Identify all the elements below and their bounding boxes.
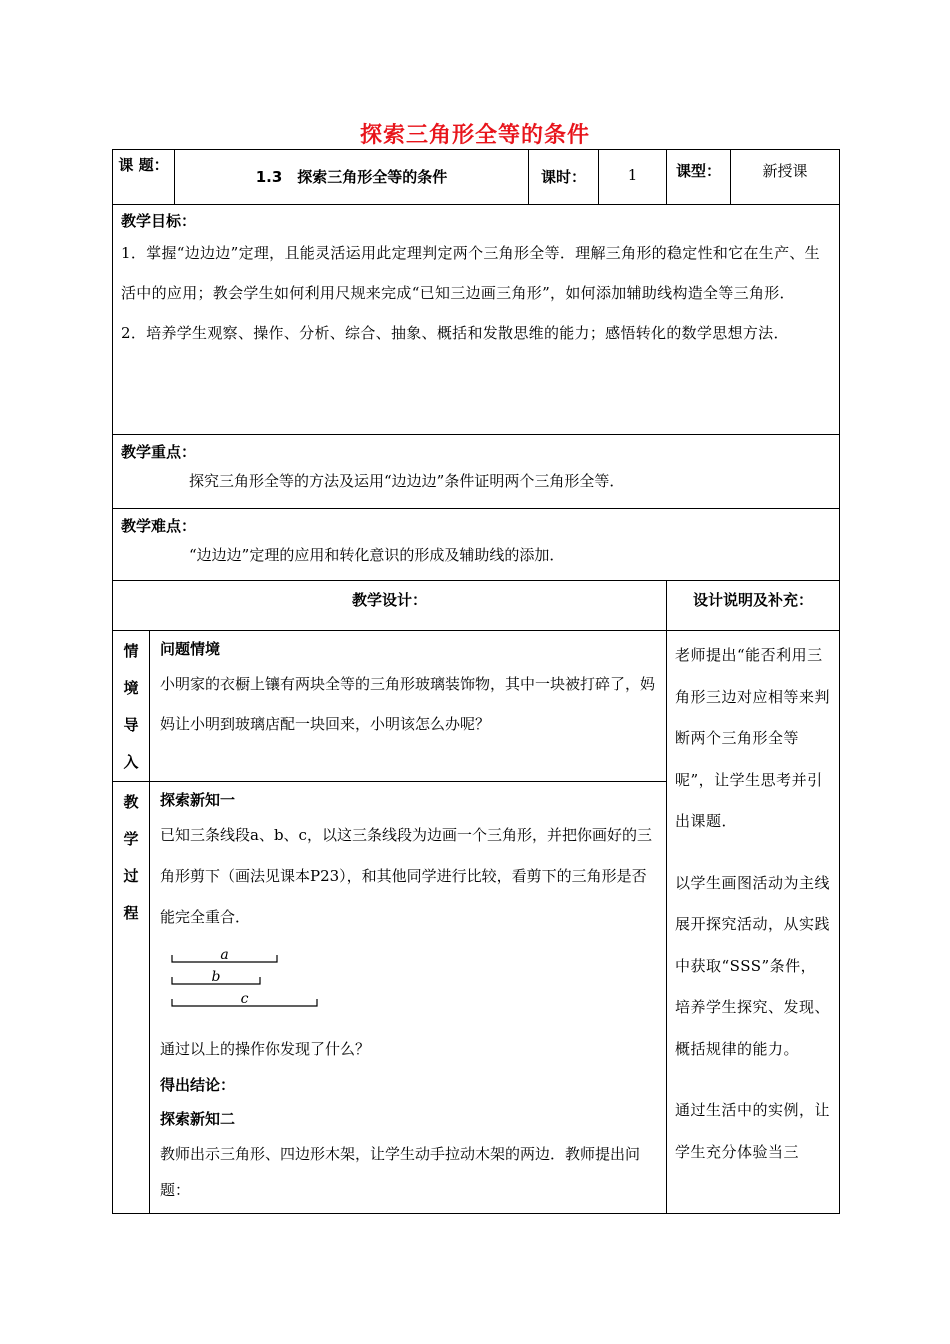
segment-label-c: c bbox=[240, 991, 249, 1007]
notes-cell bbox=[667, 631, 840, 1214]
topic-value: 1.3 探索三角形全等的条件 bbox=[175, 150, 529, 205]
conclusion-label: 得出结论： bbox=[160, 1076, 236, 1094]
header-row bbox=[113, 150, 840, 205]
difficulties-row bbox=[113, 509, 840, 581]
intro-side-label bbox=[113, 631, 150, 782]
type-label: 课型： bbox=[667, 150, 731, 205]
objective-item-2: 2．培养学生观察、操作、分析、综合、抽象、概括和发散思维的能力；感悟转化的数学思想方法． bbox=[121, 324, 789, 342]
design-header-left: 教学设计： bbox=[113, 581, 667, 631]
segment-label-a: a bbox=[220, 947, 229, 963]
objective-item-1: 1．掌握“边边边”定理，且能灵活运用此定理判定两个三角形全等．理解三角形的稳定性和它在生产、生活中的应用；教会学生如何利用尺规来完成“已知三边画三角形”，如何添加辅助线构造全等三角形． bbox=[121, 244, 820, 302]
hours-label: 课时： bbox=[529, 150, 599, 205]
key-points-label: 教学重点： bbox=[121, 443, 197, 461]
key-points-row bbox=[113, 435, 840, 509]
intro-side-char: 情 bbox=[123, 642, 139, 660]
objectives-label: 教学目标： bbox=[121, 212, 197, 230]
lesson-plan-table bbox=[112, 149, 840, 1214]
intro-side-char: 境 bbox=[123, 679, 139, 697]
process-heading-2: 探索新知二 bbox=[160, 1110, 236, 1128]
note-1: 老师提出“能否利用三角形三边对应相等来判断两个三角形全等呢”，让学生思考并引出课题． bbox=[675, 646, 831, 830]
difficulties-label: 教学难点： bbox=[121, 517, 197, 535]
intro-side-char: 入 bbox=[123, 753, 139, 771]
process-side-char: 学 bbox=[123, 830, 139, 848]
note-3: 通过生活中的实例，让学生充分体验当三 bbox=[675, 1101, 831, 1161]
process-side-char: 过 bbox=[123, 867, 139, 885]
process-side-char: 教 bbox=[123, 793, 139, 811]
document-title: 探索三角形全等的条件 bbox=[359, 123, 590, 148]
type-value: 新授课 bbox=[731, 150, 840, 205]
design-header-row bbox=[113, 581, 840, 631]
process-heading-1: 探索新知一 bbox=[160, 791, 236, 809]
intro-side-char: 导 bbox=[123, 716, 139, 734]
intro-row bbox=[113, 631, 840, 782]
process-side-label bbox=[113, 782, 150, 1214]
note-2: 以学生画图活动为主线展开探究活动，从实践中获取“SSS”条件，培养学生探究、发现、概括规律的能力。 bbox=[675, 873, 831, 1058]
intro-content bbox=[150, 631, 667, 782]
intro-text: 小明家的衣橱上镶有两块全等的三角形玻璃装饰物，其中一块被打碎了，妈妈让小明到玻璃店配一块回来，小明该怎么办呢？ bbox=[160, 675, 656, 733]
design-header-right: 设计说明及补充： bbox=[667, 581, 840, 631]
key-points-text: 探究三角形全等的方法及运用“边边边”条件证明两个三角形全等． bbox=[189, 472, 625, 490]
process-text-2: 教师出示三角形、四边形木架，让学生动手拉动木架的两边．教师提出问题： bbox=[160, 1145, 641, 1199]
process-side-char: 程 bbox=[123, 904, 139, 922]
process-question: 通过以上的操作你发现了什么？ bbox=[160, 1040, 371, 1058]
topic-label: 课 题： bbox=[113, 150, 175, 205]
objectives-cell bbox=[113, 205, 840, 435]
objectives-row bbox=[113, 205, 840, 435]
difficulties-text: “边边边”定理的应用和转化意识的形成及辅助线的添加． bbox=[189, 546, 565, 564]
segment-label-b: b bbox=[211, 969, 221, 985]
key-points-cell bbox=[113, 435, 840, 509]
process-content bbox=[150, 782, 667, 1214]
difficulties-cell bbox=[113, 509, 840, 581]
line-segments-figure bbox=[170, 946, 340, 1020]
hours-value: 1 bbox=[599, 150, 667, 205]
process-text-1: 已知三条线段a、b、c，以这三条线段为边画一个三角形，并把你画好的三角形剪下（画法见课本P23），和其他同学进行比较，看剪下的三角形是否能完全重合． bbox=[160, 826, 652, 926]
intro-heading: 问题情境 bbox=[160, 640, 221, 658]
